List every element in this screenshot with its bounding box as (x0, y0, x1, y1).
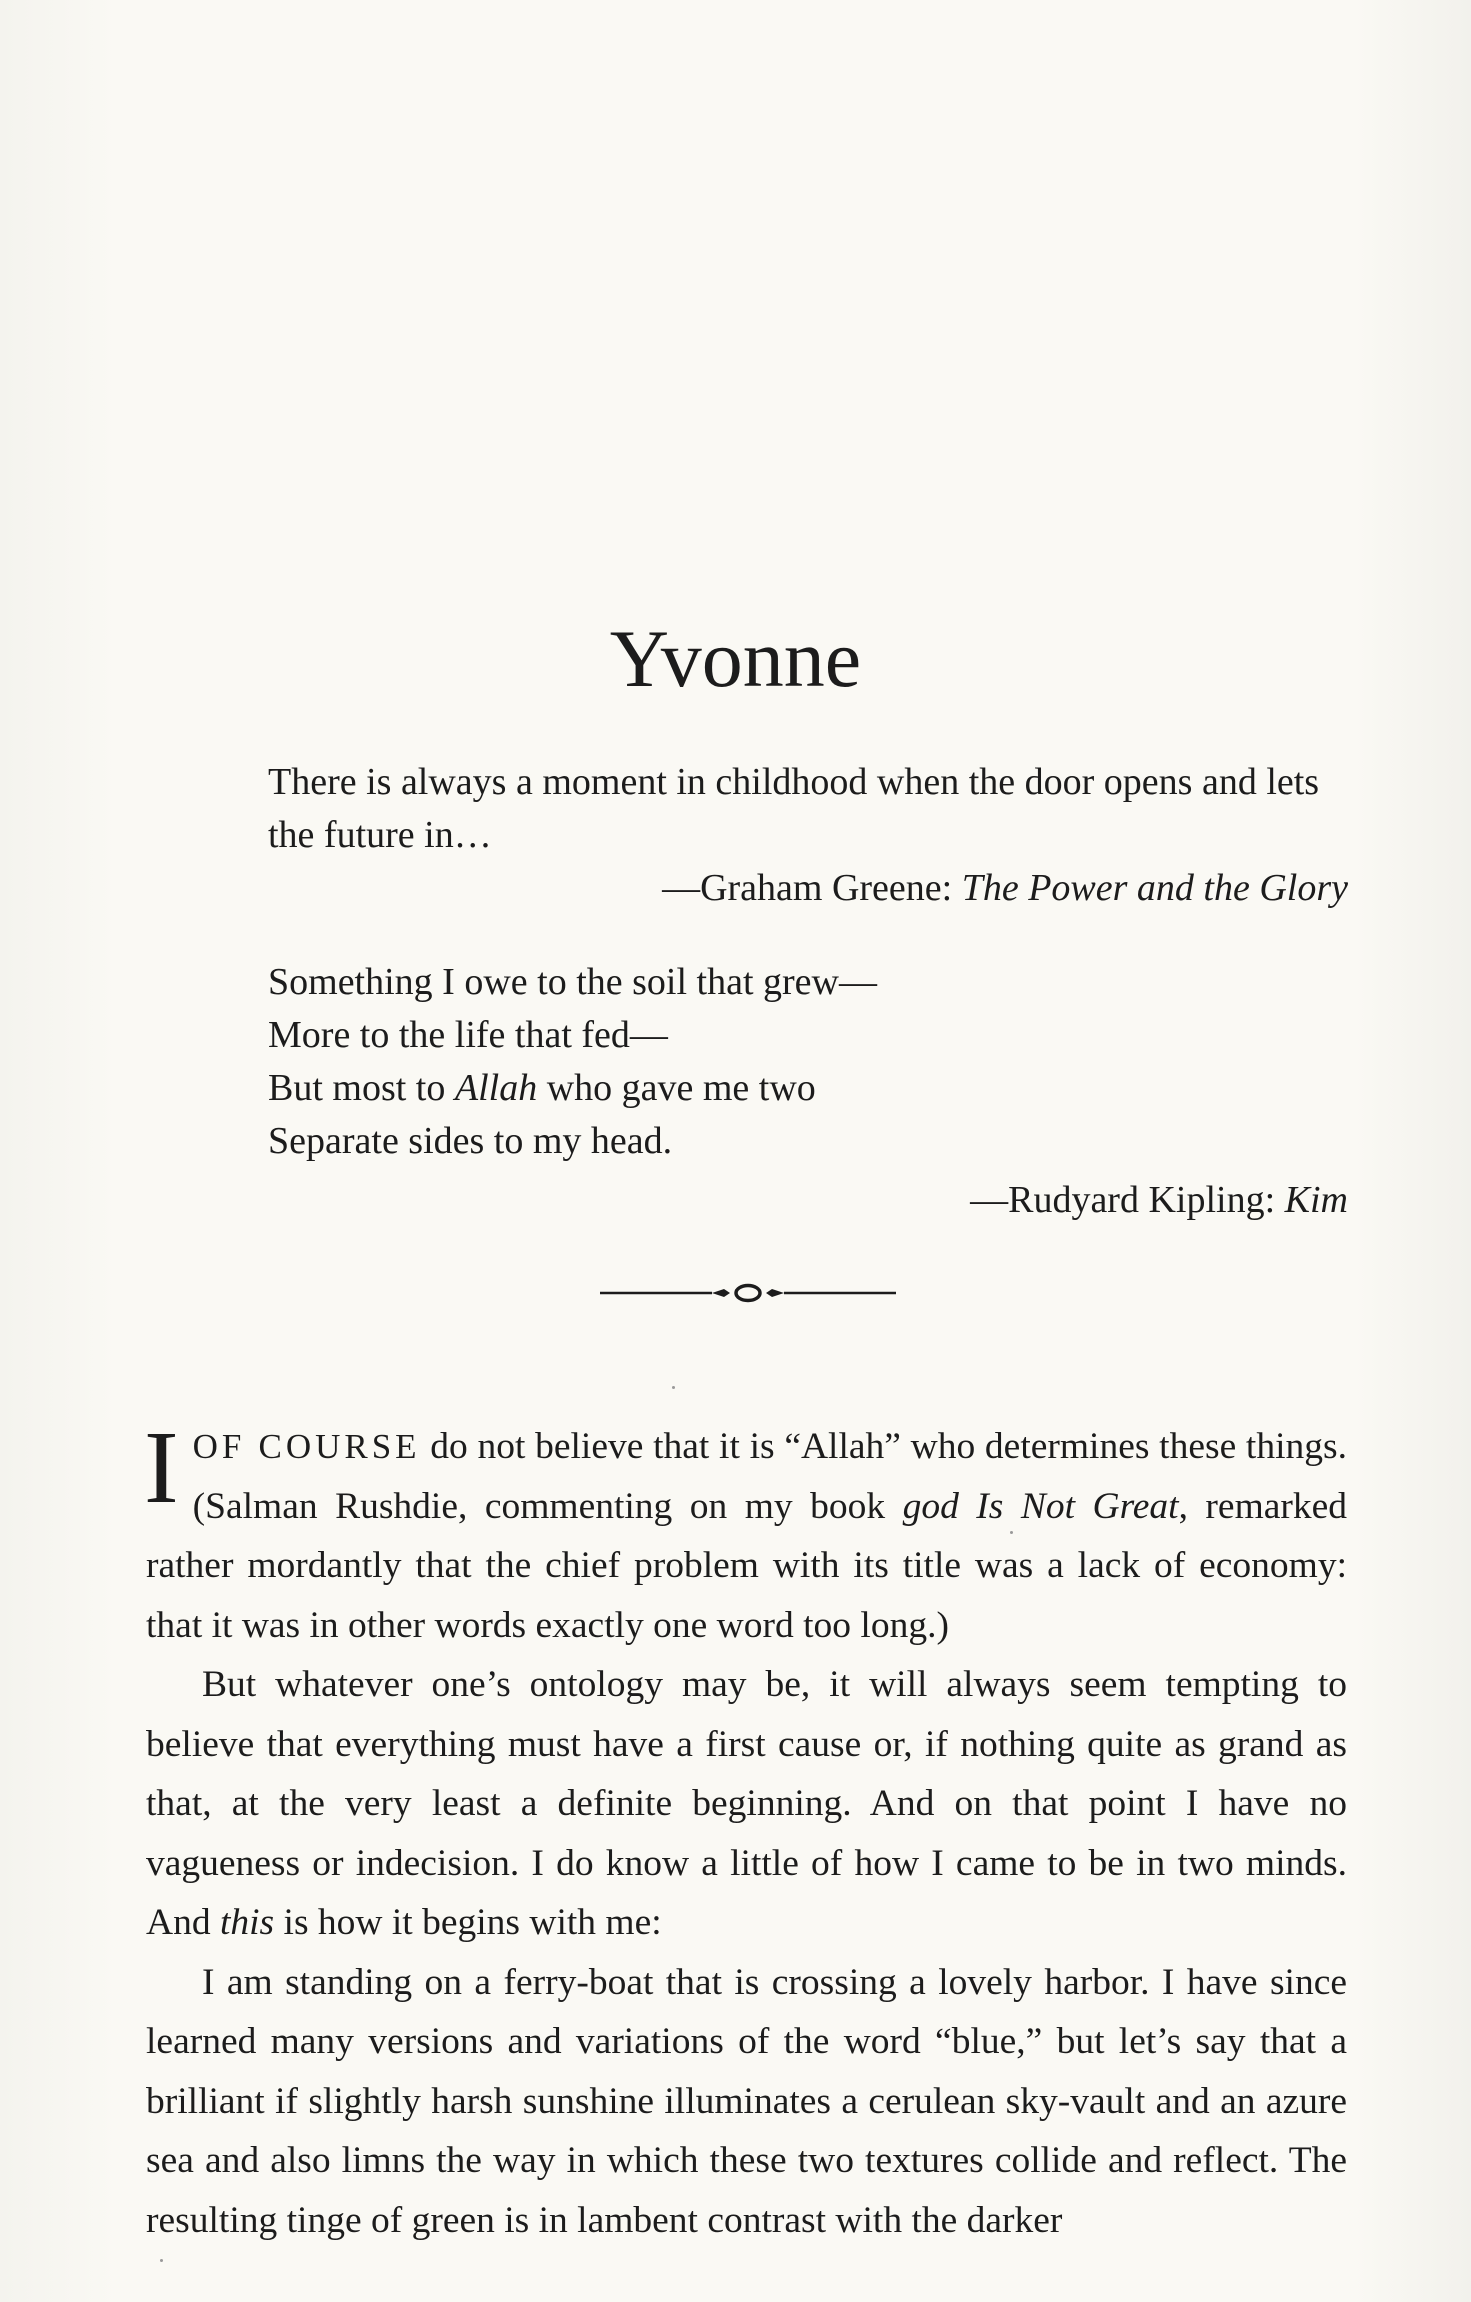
epigraph-kipling (268, 956, 1348, 1227)
paper-speck (160, 2259, 163, 2262)
opening-small-caps: OF COURSE (192, 1427, 421, 1466)
attribution-work: Kim (1284, 1179, 1348, 1221)
verse-text: But most to (268, 1067, 455, 1109)
attribution-author: —Graham Greene: (662, 867, 962, 909)
chapter-title: Yvonne (609, 613, 862, 704)
verse-line (268, 1062, 1348, 1115)
emphasis: this (219, 1902, 275, 1943)
attribution-work: The Power and the Glory (961, 867, 1348, 909)
paragraph-text: , remarked rather mordantly that the chief problem with its title was a lack of economy: that it was in other words exactly one word too long.) (146, 1485, 1348, 1646)
paragraph-1 (144, 1410, 1348, 1655)
paragraph-3: I am standing on a ferry-boat that is crossing a lovely harbor. I have since learned many versions and variations of the word “blue,” but let’s say that a brilliant if slightly harsh sunshine illuminates a cerulean sky-vault and an azure sea and also limns the way in which these two textures collide and reflect. The resulting tinge of green is in lambent contrast with the darker (146, 1961, 1347, 2241)
paper-speck (1010, 1531, 1013, 1534)
verse-text: who gave me two (537, 1067, 816, 1109)
chapter-body (144, 1410, 1348, 2250)
paper-speck (672, 1386, 675, 1389)
epigraph-attribution (268, 862, 1348, 915)
epigraph-quote: There is always a moment in childhood when the door opens and lets the future in… (268, 761, 1320, 856)
verse-emphasis: Allah (454, 1067, 538, 1109)
verse-line: Something I owe to the soil that grew— (268, 961, 877, 1003)
section-divider-ornament-icon (600, 1281, 896, 1305)
drop-cap: I (144, 1410, 179, 1525)
epigraph-greene (268, 756, 1348, 915)
book-title: god Is Not Great (902, 1485, 1179, 1527)
paragraph-text: is how it begins with me: (274, 1902, 662, 1943)
paragraph-text: But whatever one’s ontology may be, it will always seem tempting to believe that everything must have a first cause or, if nothing quite as grand as that, at the very least a definite beginning. And on that point I have no vagueness or indecision. I do know a little of how I came to be in two minds. And (146, 1664, 1347, 1943)
epigraph-attribution (268, 1174, 1348, 1227)
verse-line: More to the life that fed— (268, 1014, 668, 1056)
attribution-author: —Rudyard Kipling: (970, 1179, 1285, 1221)
paragraph-2 (146, 1655, 1347, 1953)
paragraph-text: do not believe that it is “Allah” who determines these things. (Salman Rushdie, commenting on my book (192, 1426, 1347, 1527)
verse-line: Separate sides to my head. (268, 1120, 673, 1162)
